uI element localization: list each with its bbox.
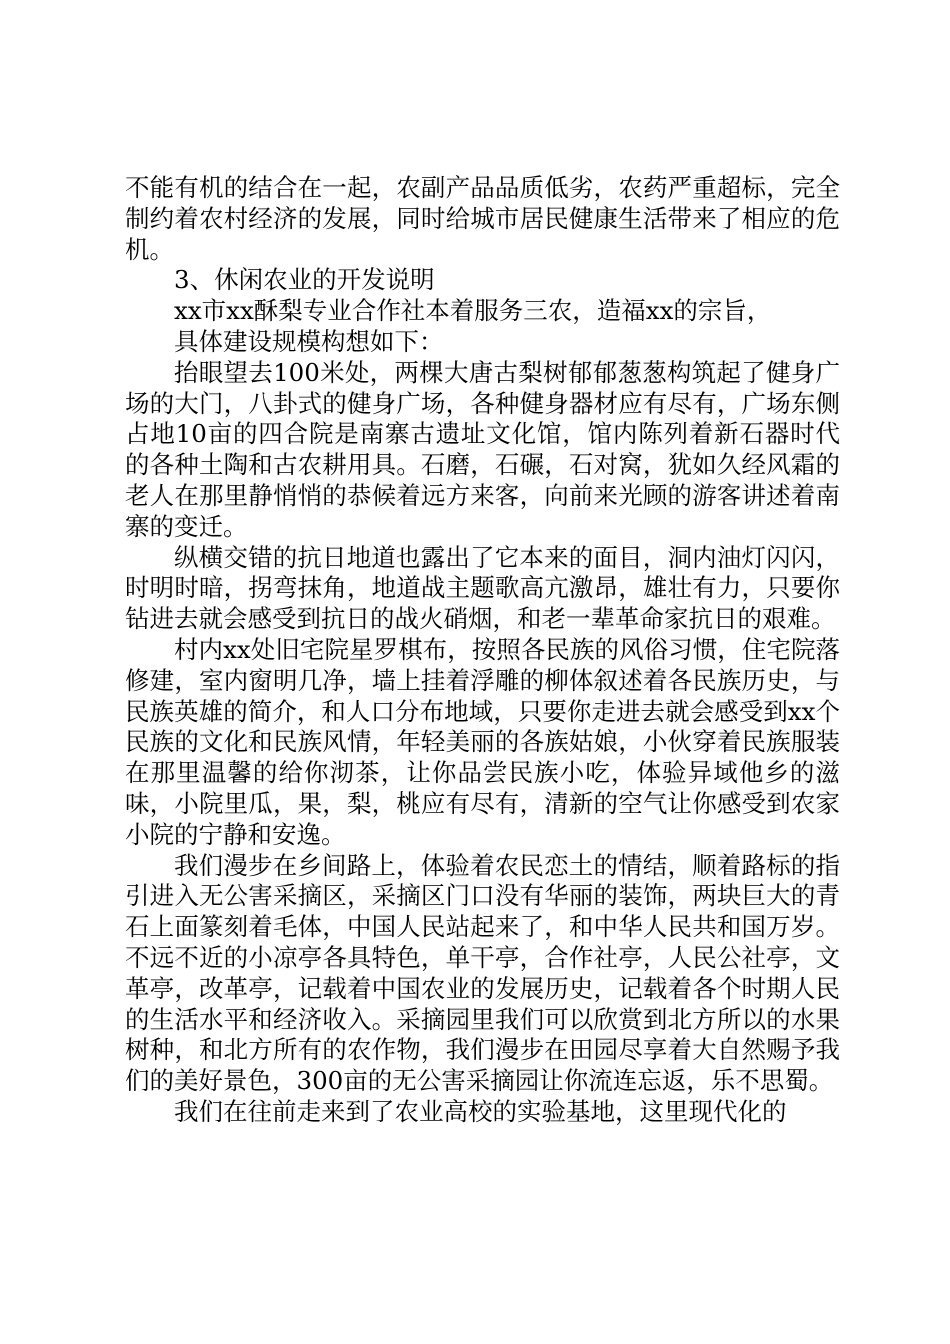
paragraph-intro: xx市xx酥梨专业合作社本着服务三农，造福xx的宗旨， [174,296,772,326]
paragraph-fitness-square: 抬眼望去100米处，两棵大唐古梨树郁郁葱葱构筑起了健身广场的大门，八卦式的健身广场，各种健身器材应有尽有，广场东侧占地10亩的四合院是南寨古遗址文化馆，馆内陈列着新石器时代的各种土陶和古农耕用具。石磨，石碾，石对窝，犹如久经风霜的老人在那里静悄悄的恭候着远方来客，向前来光顾的游客讲述着南寨的变迁。 [125,357,840,541]
paragraph-picking-area: 我们漫步在乡间路上，体验着农民恋土的情结，顺着路标的指引进入无公害采摘区，采摘区门口没有华丽的装饰，两块巨大的青石上面篆刻着毛体，中国人民站起来了，和中华人民共和国万岁。不远不近的小凉亭各具特色，单干亭，合作社亭，人民公社亭，文革亭，改革亭，记载着中国农业的发展历史，记载着各个时期人民的生活水平和经济收入。采摘园里我们可以欣赏到北方所以的水果树种，和北方所有的农作物，我们漫步在田园尽享着大自然赐予我们的美好景色，300亩的无公害采摘园让你流连忘返，乐不思蜀。 [125,850,840,1096]
paragraph-tunnel: 纵横交错的抗日地道也露出了它本来的面目，洞内油灯闪闪，时明时暗，拐弯抹角，地道战主题歌高亢激昂，雄壮有力，只要你钻进去就会感受到抗日的战火硝烟，和老一辈革命家抗日的艰难。 [125,542,840,634]
paragraph-old-houses: 村内xx处旧宅院星罗棋布，按照各民族的风俗习惯，住宅院落修建，室内窗明几净，墙上挂着浮雕的柳体叙述着各民族历史，与民族英雄的简介，和人口分布地域，只要你走进去就会感受到xx个民族的文化和民族风情，年轻美丽的各族姑娘，小伙穿着民族服装在那里温馨的给你沏茶，让你品尝民族小吃，体验异域他乡的滋味，小院里瓜，果，梨，桃应有尽有，清新的空气让你感受到农家小院的宁静和安逸。 [125,634,840,849]
paragraph-lead: 具体建设规模构想如下： [174,326,444,356]
paragraph-experiment-base: 我们在往前走来到了农业高校的实验基地，这里现代化的 [174,1096,787,1126]
document-body [125,173,840,1128]
paragraph-continuation: 不能有机的结合在一起，农副产品品质低劣，农药严重超标，完全制约着农村经济的发展，同时给城市居民健康生活带来了相应的危机。 [125,173,840,264]
section-heading: 3、休闲农业的开发说明 [174,265,435,295]
